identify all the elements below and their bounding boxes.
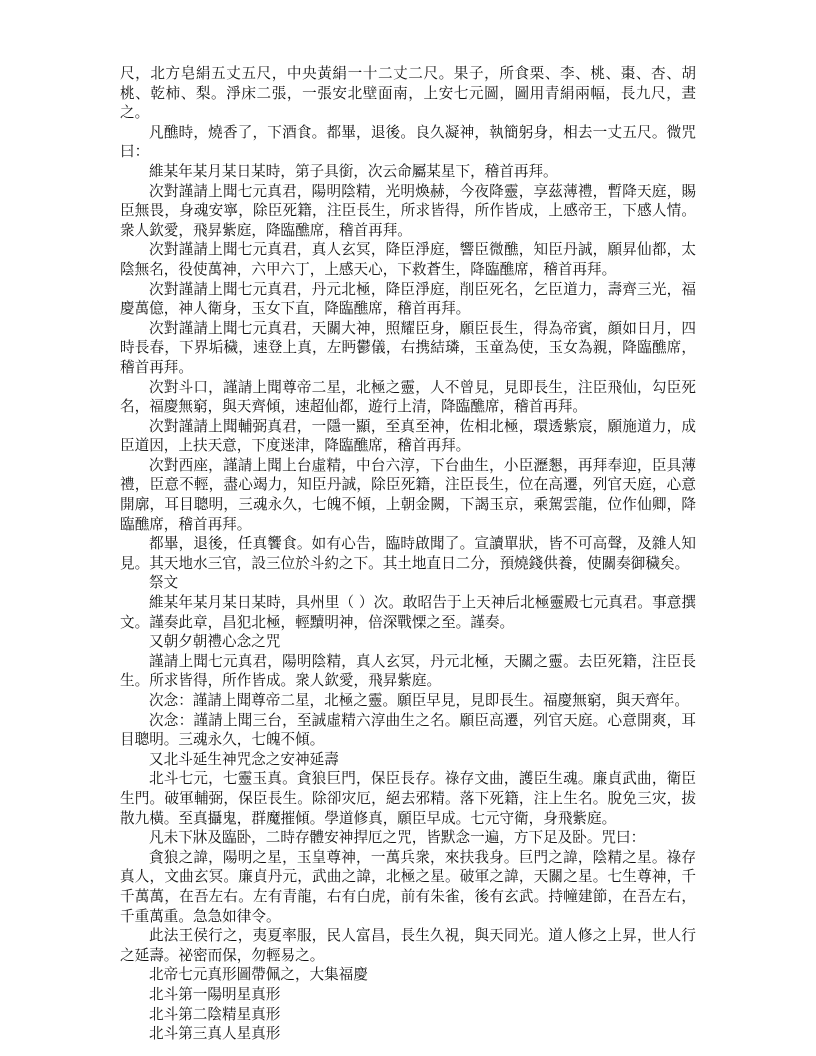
paragraph: 次對斗口，謹請上聞尊帝二星，北極之靈，人不曾見，見即長生，注臣飛仙，勾臣死名，福慶無窮，與天齊傾，速超仙都，遊行上清，降臨醮席，稽首再拜。 [120,378,696,416]
paragraph: 維某年某月某日某時，第子具銜，次云命屬某星下，稽首再拜。 [149,162,558,180]
paragraph: 北斗七元，七靈玉真。貪狼巨門，保臣長存。祿存文曲，護臣生魂。廉貞武曲，衛臣生門。破軍輔弼，保臣長生。除卻灾厄，絕去邪精。落下死籍，注上生名。脫免三灾，拔散九橫。至真攝鬼，群魔摧傾。學道修真，願臣早成。七元守衛，身飛紫庭。 [120,770,696,827]
section-heading: 祭文 [149,574,179,592]
paragraph: 尺，北方皂絹五丈五尺，中央黃絹一十二丈二尺。果子，所食栗、李、桃、棗、杏、胡桃、乾柿、梨。淨床二張，一張安北壁面南，上安七元圖，圖用青絹兩幅，長九尺，晝之。 [120,65,696,122]
paragraph: 次對謹請上聞七元真君，天關大神，照耀臣身，願臣長生，得為帝賓，顔如日月，四時長春，下界垢穢，速登上真，左眄鬱儀，右携結璘，玉童為使，玉女為親，降臨醮席，稽首再拜。 [120,319,696,376]
list-item: 北斗第一陽明星真形 [149,985,281,1003]
paragraph: 貪狼之諱，陽明之星，玉皇尊神，一萬兵衆，來扶我身。巨門之諱，陰精之星。祿存真人，文曲玄冥。廉貞丹元，武曲之諱，北極之星。破軍之諱，天關之星。七生尊神，千千萬萬，在吾左右。左有青龍，右有白虎，前有朱雀，後有玄武。持幢建節，在吾左右，千重萬重。急急如律令。 [120,848,696,925]
paragraph: 次對謹請上聞七元真君，陽明陰精，光明煥赫，今夜降靈，享茲薄禮，暫降天庭，賜臣無畏，身魂安寧，除臣死籍，注臣長生，所求皆得，所作皆成，上感帝王，下感人情。衆人欽愛，飛昇紫庭，降臨醮席，稽首再拜。 [120,182,696,239]
list-item: 北斗第二陰精星真形 [149,1005,281,1023]
paragraph: 凡醮時，燒香了，下酒食。都畢，退後。良久凝神，執簡躬身，相去一丈五尺。微咒曰： [120,123,696,161]
paragraph: 次對西座，謹請上聞上台虛精，中台六淳，下台曲生，小臣瀝懇，再拜奉迎，臣具薄禮，臣意不輕，盡心竭力，知臣丹誠，除臣死籍，注臣長生，位在高遷，列官天庭，心意開廓，耳目聰明，三魂永久，七魄不傾，上朝金闕，下謁玉京，乘駕雲龍，位作仙卿，降臨醮席，稽首再拜。 [120,456,696,533]
paragraph: 維某年某月某日某時，具州里（ ）次。敢昭告于上天神后北極靈殿七元真君。事意撰文。謹奏此章，昌犯北極，輕黷明神，倍深戰慄之至。謹奏。 [120,594,696,631]
list-item: 北斗第三真人星真形 [149,1025,281,1043]
document-page [120,64,696,1044]
paragraph: 凡未下牀及臨卧，二時存體安神捍厄之咒，皆默念一遍，方下足及卧。咒曰： [149,829,646,847]
paragraph: 次念：謹請上聞三台，至誠虛精六淳曲生之名。願臣高遷，列官天庭。心意開爽，耳目聰明。三魂永久，七魄不傾。 [120,711,696,749]
section-heading: 又北斗延生神咒念之安神延壽 [149,750,339,768]
paragraph: 此法王侯行之，夷夏率服，民人富昌，長生久視，與天同光。道人修之上昇，世人行之延壽。祕密而保，勿輕易之。 [120,927,696,964]
paragraph: 次對謹請上聞七元真君，丹元北極，降臣淨庭，削臣死名，乞臣道力，壽齊三光，福慶萬億，神人衛身，玉女下直，降臨醮席，稽首再拜。 [120,280,696,318]
paragraph: 次對謹請上聞七元真君，真人玄冥，降臣淨庭，響臣微醮，知臣丹誠，願昇仙都，太陰無名，役使萬神，六甲六丁，上感天心，下救蒼生，降臨醮席，稽首再拜。 [120,241,696,278]
paragraph: 次念：謹請上聞尊帝二星，北極之靈。願臣早見，見即長生。福慶無窮，與天齊年。 [149,692,689,709]
paragraph: 謹請上聞七元真君，陽明陰精，真人玄冥，丹元北極，天關之靈。去臣死籍，注臣長生。所求皆得，所作皆成。衆人欽愛，飛昇紫庭。 [120,652,696,690]
paragraph: 都畢，退後，任真饗食。如有心告，臨時啟聞了。宣讀單狀，皆不可高聲，及雜人知見。其天地水三官，設三位於斗約之下。其土地直日二分，預燒錢供養，使關奏御穢矣。 [120,535,696,572]
section-heading: 又朝夕朝禮心念之咒 [149,633,281,651]
paragraph: 次對謹請上聞輔弼真君，一隱一顯，至真至神，佐相北極，環透紫宸，願施道力，成臣道因，上扶天意，下度迷津，降臨醮席，稽首再拜。 [120,417,696,455]
section-heading: 北帝七元真形圖帶佩之，大集福慶 [149,966,368,984]
